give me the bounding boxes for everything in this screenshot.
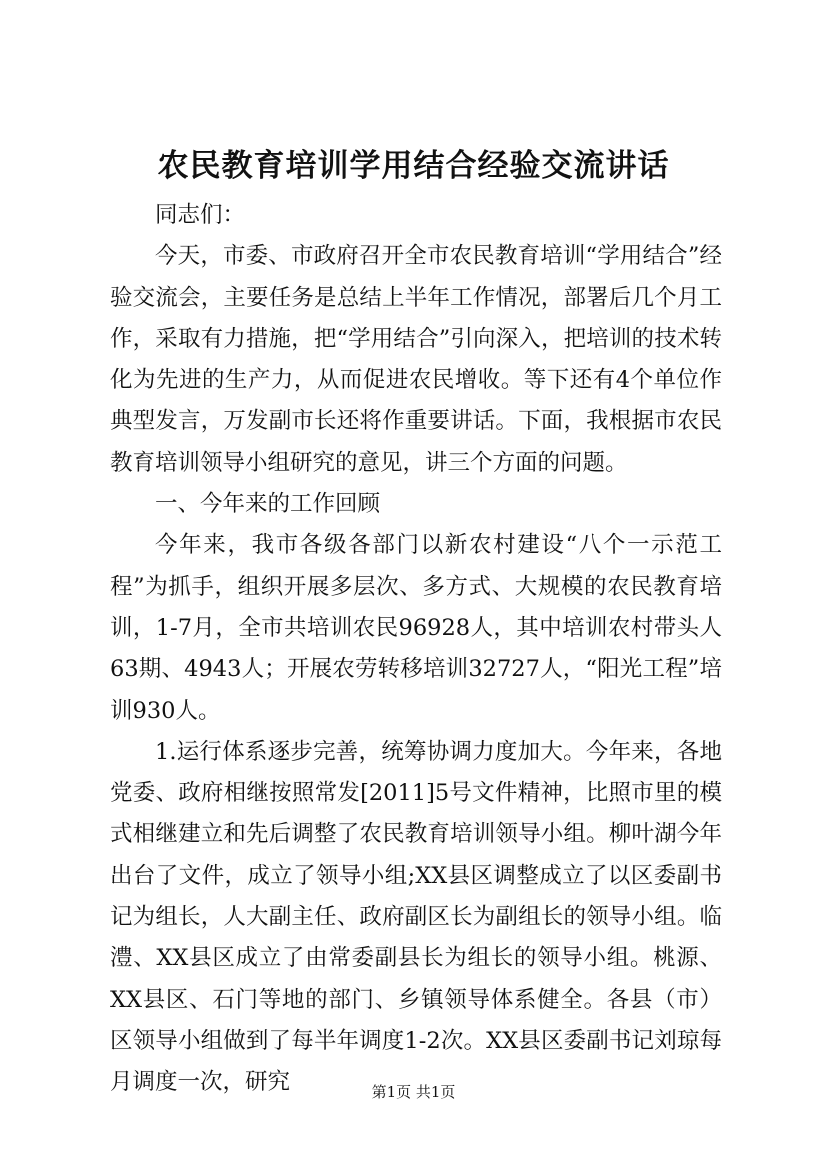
- paragraph-point-1: 1.运行体系逐步完善，统筹协调力度加大。今年来，各地党委、政府相继按照常发[2011]5号文件精神，比照市里的模式相继建立和先后调整了农民教育培训领导小组。柳叶湖今年出台了文件，成立了领导小组;XX县区调整成立了以区委副书记为组长，人大副主任、政府副区长为副组长的领导小组。临澧、XX县区成立了由常委副县长为组长的领导小组。桃源、XX县区、石门等地的部门、乡镇领导体系健全。各县（市）区领导小组做到了每半年调度1-2次。XX县区委副书记刘琼每月调度一次，研究: [110, 738, 722, 1096]
- section-heading-review: 一、今年来的工作回顾: [155, 491, 381, 518]
- paragraph-salutation: 同志们：: [155, 202, 246, 228]
- paragraph-intro: 今天，市委、市政府召开全市农民教育培训“学用结合”经验交流会，主要任务是总结上半年工作情况，部署后几个月工作，采取有力措施，把“学用结合”引向深入，把培训的技术转化为先进的生产力，从而促进农民增收。等下还有4个单位作典型发言，万发副市长还将作重要讲话。下面，我根据市农民教育培训领导小组研究的意见，讲三个方面的问题。: [110, 243, 722, 476]
- page-footer: 第1页 共1页: [371, 1083, 456, 1101]
- paragraph-summary: 今年来，我市各级各部门以新农村建设“八个一示范工程”为抓手，组织开展多层次、多方式、大规模的农民教育培训，1-7月，全市共培训农民96928人，其中培训农村带头人63期、4943人；开展农劳转移培训32727人，“阳光工程”培训930人。: [110, 532, 722, 724]
- document-body: [110, 195, 722, 1104]
- document-title: 农民教育培训学用结合经验交流讲话: [157, 148, 670, 184]
